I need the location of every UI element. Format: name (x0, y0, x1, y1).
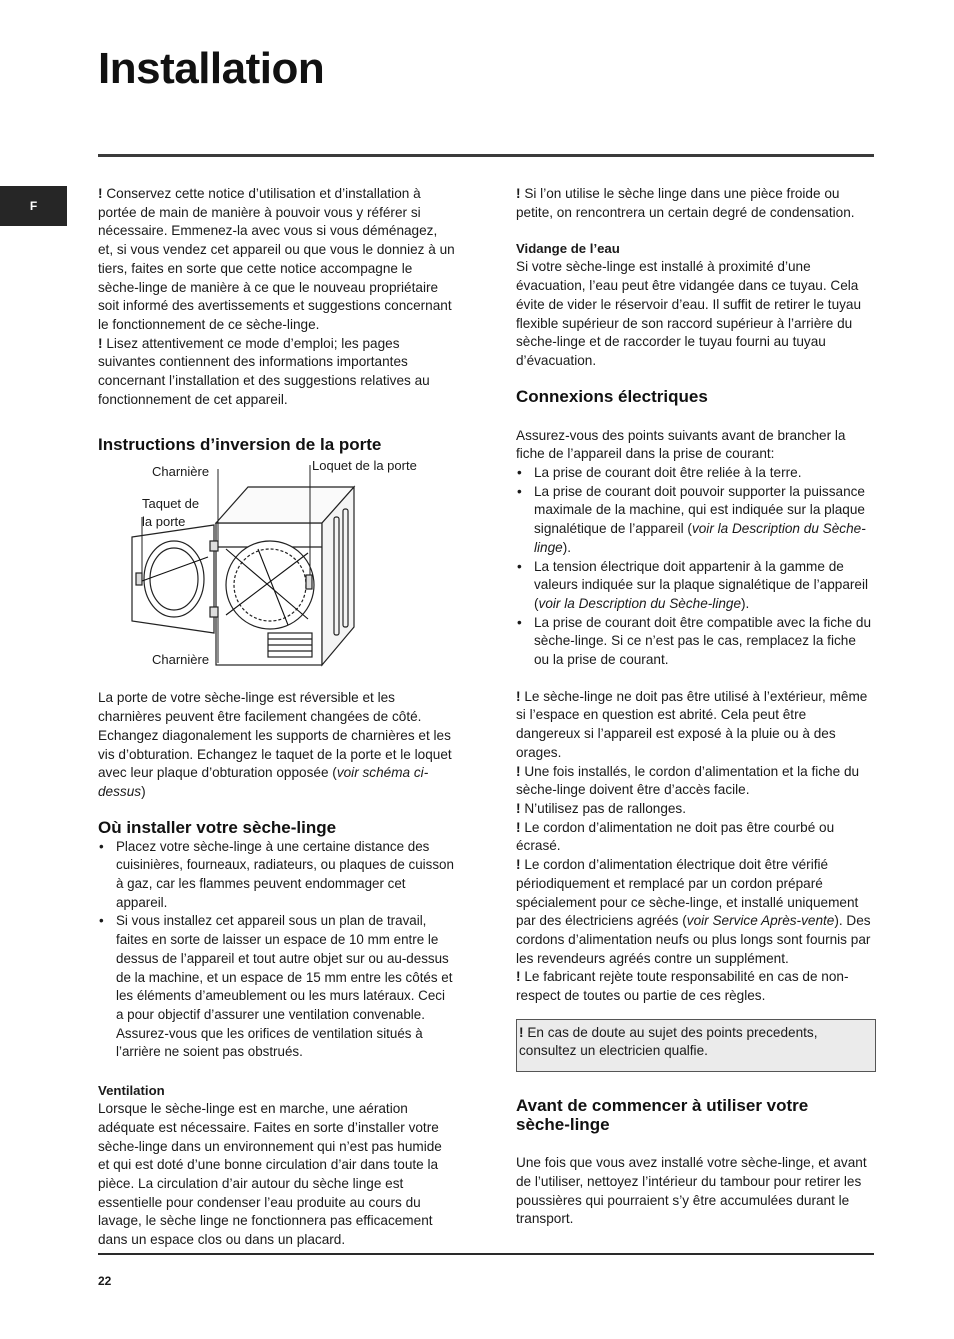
warning-item: ! N’utilisez pas de rallonges. (516, 800, 687, 816)
warning-mark: ! (516, 688, 521, 704)
electrical-list (516, 464, 874, 670)
door-reversal-heading: Instructions d’inversion de la porte (98, 435, 382, 455)
warning-mark: ! (98, 186, 103, 201)
ventilation-heading: Ventilation (98, 1083, 165, 1099)
language-tab: F (0, 186, 67, 226)
electrician-notice-box: ! En cas de doute au sujet des points precedents, consultez un electricien qualfie. (516, 1019, 876, 1072)
warning-mark: ! (516, 800, 521, 816)
electrical-heading: Connexions électriques (516, 386, 708, 406)
label-door-catch-line1: Taquet de (142, 496, 200, 512)
warning-mark: ! (516, 186, 521, 201)
warning-item: ! Le cordon d’alimentation électrique doit être vérifié périodiquement et remplacé par un cordon préparé spécialement pour ce sèche-linge, et installé uniquement par des électriciens agréés (voir Service Après-vente). Des cordons d’alimentation neufs ou plus longs sont fournis par les revendeurs agréés contre un supplément. (516, 857, 871, 966)
before-use-heading: Avant de commencer à utiliser votre sèche-linge (516, 1096, 809, 1135)
intro-paragraph-2: ! Lisez attentivement ce mode d’emploi; les pages suivantes contiennent des informations importantes concernant l’installation et des suggestions relatives au fonctionnement de cet appareil. (98, 335, 430, 407)
page-title: Installation (98, 44, 325, 93)
intro-paragraph-1: ! Conservez cette notice d’utilisation et d’installation à portée de main de manière à pouvoir vous y référer si nécessaire. Emmenez-la avec vous si vous déménagez, et, si vous vendez cet appareil ou que vous le donniez à un tiers, faites en sorte que cette notice accompagne le sèche-linge de manière à ce que le nouveau propriétaire soit informé des avertissements et suggestions concernant le fonctionnement de ce sèche-linge. (98, 186, 455, 332)
door-reversal-diagram (98, 457, 456, 679)
warning-item: ! Le cordon d’alimentation ne doit pas être courbé ou écrasé. (516, 819, 835, 854)
list-item: • La prise de courant doit être compatible avec la fiche du sèche-linge. Si ce n’est pas le cas, remplacez la fiche ou la prise de courant. (516, 614, 874, 670)
ventilation-paragraph: Lorsque le sèche-linge est en marche, une aération adéquate est nécessaire. Faites en sorte d’installer votre sèche-linge dans un environnement qui n’est pas humide et qui est doté d’une bonne circulation d’air dans toute la pièce. La circulation d’air autour du sèche linge est essentielle pour condenser l’eau produite au cours du lavage, le sèche linge ne fonctionnera pas efficacement dans un espace clos ou dans un placard. (98, 1101, 442, 1248)
warning-mark: ! (519, 1024, 524, 1040)
warning-mark: ! (516, 763, 521, 779)
label-door-catch-line2: la porte (142, 514, 186, 530)
label-hinge-top: Charnière (152, 464, 210, 480)
warning-item: ! Le sèche-linge ne doit pas être utilisé à l’extérieur, même si l’espace en question est abrité. Cela peut être dangereux si l’appareil est exposé à la pluie ou à des orages. (516, 688, 868, 760)
header-rule (98, 154, 874, 157)
list-item: • Placez votre sèche-linge à une certaine distance des cuisinières, fourneaux, radiateurs, ou plaques de cuisson à gaz, car les flammes peuvent endommager cet appareil. (98, 838, 456, 913)
before-use-paragraph: Une fois que vous avez installé votre sèche-linge, et avant de l’utiliser, nettoyez l’intérieur du tambour pour retirer les poussières qui pourraient s’y être accumulées durant le transport. (516, 1155, 867, 1227)
right-column (516, 185, 874, 1229)
drain-paragraph: Si votre sèche-linge est installé à proximité d’une évacuation, l’eau peut être vidangée dans ce tuyau. Cela évite de vider le réservoir d’eau. Il suffit de retirer le tuyau flexible supérieur de son raccord supérieur à l’arrière du sèche-linge et de raccorder le tuyau fourni au tuyau d’évacuation. (516, 259, 862, 368)
list-item: • La prise de courant doit pouvoir supporter la puissance maximale de la machine, qui est indiquée sur la plaque signalétique de l’appareil (voir la Description du Sèche-linge). (516, 483, 874, 558)
label-hinge-bottom: Charnière (152, 652, 210, 668)
drain-heading: Vidange de l’eau (516, 241, 620, 257)
cold-room-note: ! Si l’on utilise le sèche linge dans une pièce froide ou petite, on rencontrera un certain degré de condensation. (516, 186, 855, 220)
where-install-list (98, 838, 456, 1062)
where-install-heading: Où installer votre sèche-linge (98, 817, 337, 837)
dryer-illustration (98, 457, 456, 679)
left-column (98, 185, 456, 1250)
list-item: • Si vous installez cet appareil sous un plan de travail, faites en sorte de laisser un espace de 10 mm entre le dessus de l’appareil et tout autre objet sur ou au-dessus de la machine, et un espace de 15 mm entre les côtés et les éléments d’ameublement ou les murs latéraux. Ceci a pour objectif d’assurer une ventilation convenable. Assurez-vous que les orifices de ventilation situés à l’arrière ne soient pas obstrués. (98, 912, 456, 1062)
electrical-warnings (516, 688, 874, 1006)
warning-item: ! Une fois installés, le cordon d’alimentation et la fiche du sèche-linge doivent être d’accès facile. (516, 763, 860, 798)
warning-mark: ! (516, 819, 521, 835)
warning-mark: ! (516, 969, 521, 985)
warning-item: ! Le fabricant rejète toute responsabilité en cas de non-respect de toutes ou partie de ces règles. (516, 969, 849, 1004)
footer-rule (98, 1253, 874, 1255)
warning-mark: ! (98, 335, 103, 351)
list-item: • La prise de courant doit être reliée à la terre. (516, 464, 874, 483)
list-item: • La tension électrique doit appartenir à la gamme de valeurs indiquée sur la plaque signalétique de l’appareil (voir la Description du Sèche-linge). (516, 558, 874, 614)
warning-mark: ! (516, 857, 521, 873)
label-door-latch: Loquet de la porte (312, 458, 417, 474)
door-reversal-paragraph: La porte de votre sèche-linge est réversible et les charnières peuvent être facilement changées de côté. Echangez diagonalement les supports de charnières et les vis d’obturation. Echangez le taquet de la porte et le loquet avec leur plaque d’obturation opposée (voir schéma ci-dessus) (98, 690, 452, 799)
electrical-intro: Assurez-vous des points suivants avant de brancher la fiche de l’appareil dans la prise de courant: (516, 427, 846, 462)
page-number: 22 (98, 1274, 112, 1288)
